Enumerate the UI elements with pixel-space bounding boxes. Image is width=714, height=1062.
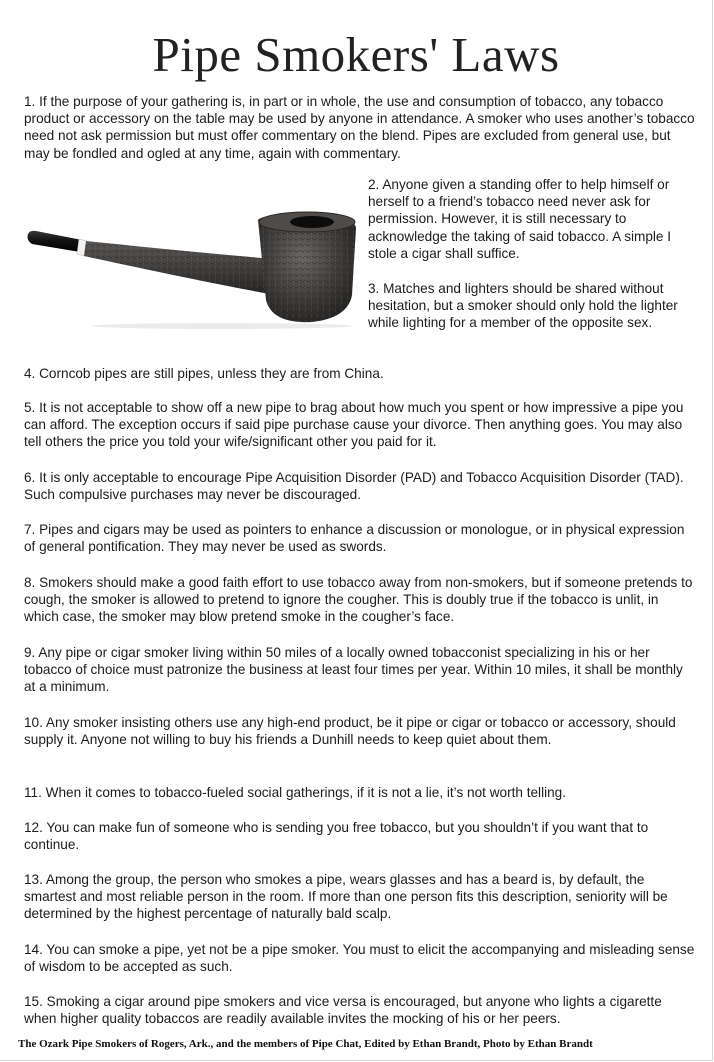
law-13: 13. Among the group, the person who smokes a pipe, wears glasses and has a beard is, by default, the smartest and most reliable person in the room. If more than one person fits this description, seniority will be determined by the highest percentage of naturally bald scalp.: [24, 872, 668, 922]
law-7: 7. Pipes and cigars may be used as pointers to enhance a discussion or monologue, or in physical expression of general pontification. They may never be used as swords.: [24, 522, 685, 555]
pipe-photo: [22, 200, 362, 330]
law-8: 8. Smokers should make a good faith effort to use tobacco away from non-smokers, but if someone pretends to cough, the smoker is allowed to pretend to ignore the cougher. This is doubly true if the tobacco is unlit, in which case, the smoker may blow pretend smoke in the cougher’s face.: [24, 575, 693, 625]
law-15: 15. Smoking a cigar around pipe smokers and vice versa is encouraged, but anyone who lights a cigarette when higher quality tobaccos are readily available invites the mocking of his or her peers.: [24, 994, 662, 1027]
law-12: 12. You can make fun of someone who is sending you free tobacco, but you shouldn’t if you want that to continue.: [24, 820, 649, 853]
pipe-stem: [28, 231, 83, 252]
law-3: 3. Matches and lighters should be shared without hesitation, but a smoker should only hold the lighter while lighting for a member of the opposite sex.: [368, 281, 678, 331]
law-14: 14. You can smoke a pipe, yet not be a pipe smoker. You must to elicit the accompanying and misleading sense of wisdom to be accepted as such.: [24, 942, 695, 975]
law-1: 1. If the purpose of your gathering is, in part or in whole, the use and consumption of tobacco, any tobacco product or accessory on the table may be used by anyone in attendance. A smoker who uses another’s tobacco need not ask permission but must offer commentary on the blend. Pipes are excluded from general use, but may be fondled and ogled at any time, again with commentary.: [24, 94, 695, 161]
law-11: 11. When it comes to tobacco-fueled social gatherings, if it is not a lie, it’s not worth telling.: [24, 785, 567, 800]
law-2: 2. Anyone given a standing offer to help himself or herself to a friend’s tobacco need never ask for permission. However, it is still necessary to acknowledge the taking of said tobacco. A simple I stole a cigar shall suffice.: [368, 177, 672, 261]
law-9: 9. Any pipe or cigar smoker living within 50 miles of a locally owned tobacconist specializing in his or her tobacco of choice must patronize the business at least four times per year. Within 10 miles, it shall be monthly at a minimum.: [24, 645, 683, 695]
law-5: 5. It is not acceptable to show off a new pipe to brag about how much you spent or how impressive a pipe you can afford. The exception occurs if said pipe purchase cause your divorce. Then anything goes. You may also tell others the price you told your wife/significant other you paid for it.: [24, 400, 684, 450]
law-10: 10. Any smoker insisting others use any high-end product, be it pipe or cigar or tobacco or accessory, should supply it. Anyone not willing to buy his friends a Dunhill needs to keep quiet about them.: [24, 715, 676, 748]
law-6: 6. It is only acceptable to encourage Pipe Acquisition Disorder (PAD) and Tobacco Acquisition Disorder (TAD). Such compulsive purchases may never be discouraged.: [24, 470, 684, 503]
credit-line: The Ozark Pipe Smokers of Rogers, Ark., and the members of Pipe Chat, Edited by Ethan Brandt, Photo by Ethan Brandt: [18, 1038, 593, 1050]
law-4: 4. Corncob pipes are still pipes, unless they are from China.: [24, 366, 384, 381]
pipe-chamber: [290, 216, 334, 228]
page-title: Pipe Smokers' Laws: [152, 27, 560, 82]
